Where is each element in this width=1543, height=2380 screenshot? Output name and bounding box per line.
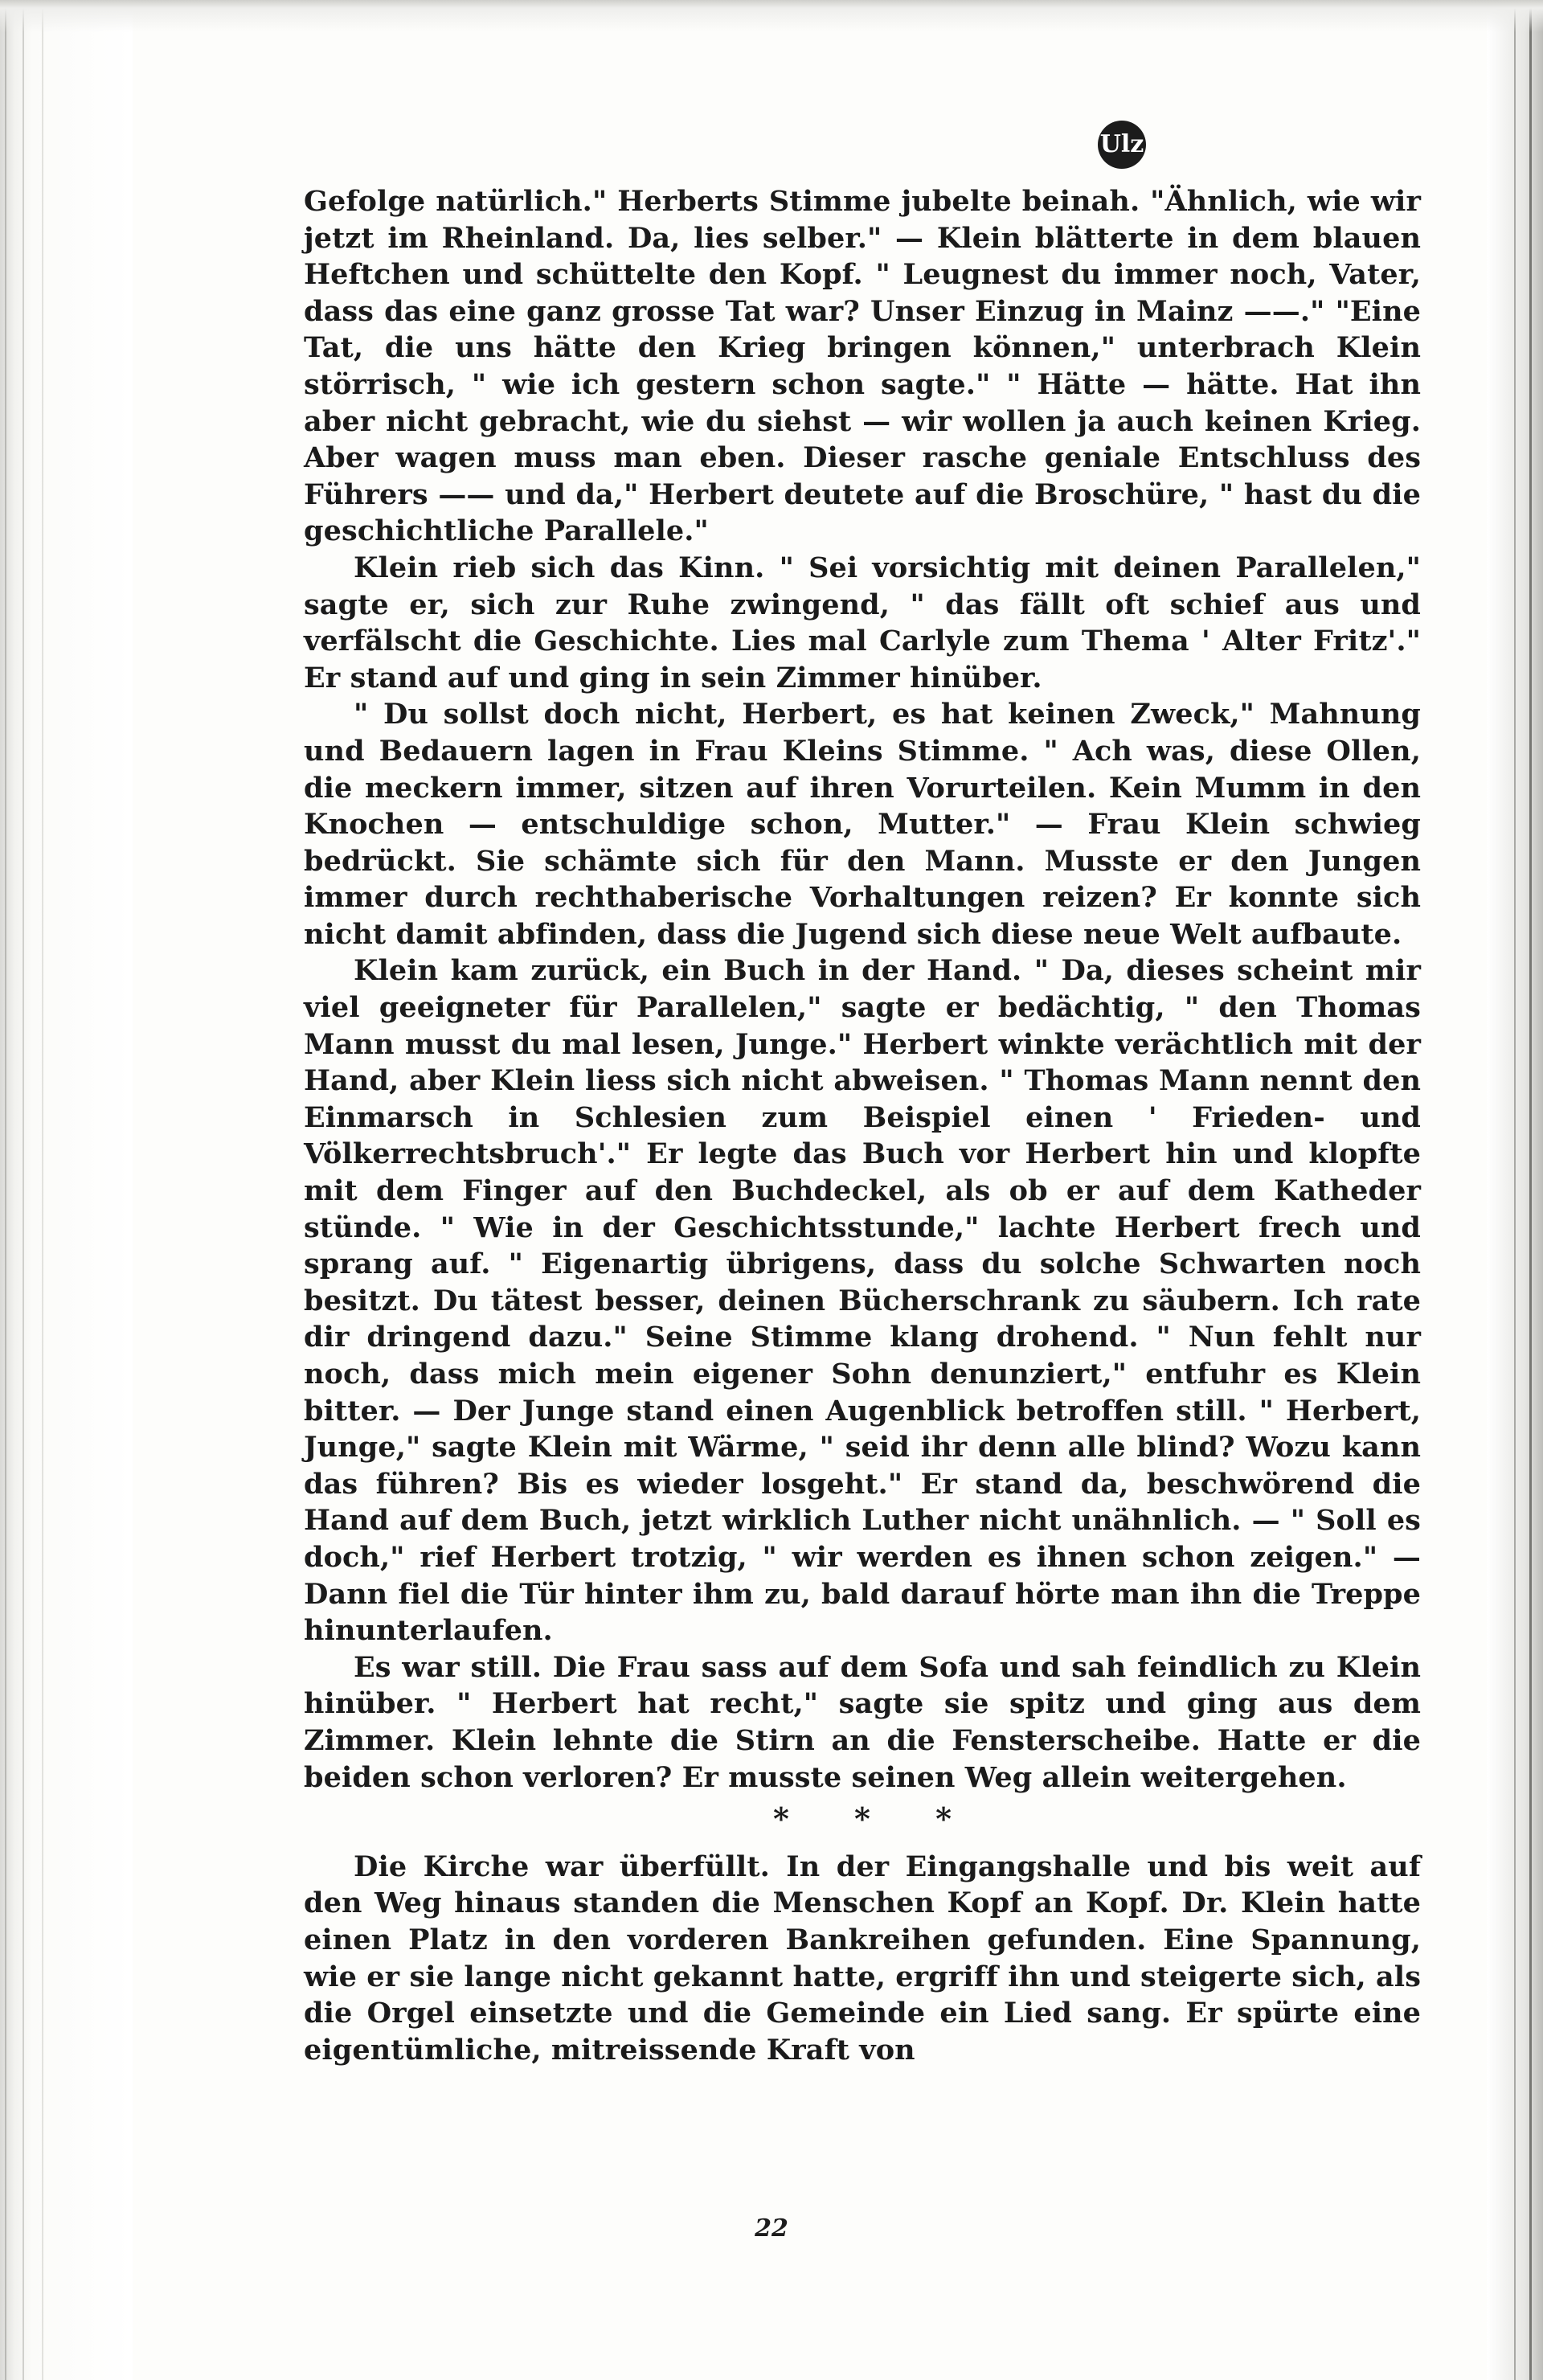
section-separator: * * * [772, 1800, 980, 1837]
paragraph: Gefolge natürlich." Herberts Stimme jubelte beinah. "Ähnlich, wie wir jetzt im Rheinland. Da, lies selber." — Klein blätterte in dem blauen Heftchen und schüttelte den Kopf. " Leugnest du immer noch, Vater, dass das eine ganz grosse Tat war? Unser Einzug in Mainz ——." "Eine Tat, die uns hätte den Krieg bringen können," unterbrach Klein störrisch, " wie ich gestern schon sagte." " Hätte — hätte. Hat ihn aber nicht gebracht, wie du siehst — wir wollen ja auch keinen Krieg. Aber wagen muss man eben. Dieser rasche geniale Entschluss des Führers —— und da," Herbert deutete auf die Broschüre, " hast du die geschichtliche Parallele." [304, 185, 1421, 548]
scan-right-edge [1487, 0, 1543, 2380]
paragraph: Klein kam zurück, ein Buch in der Hand. " Da, dieses scheint mir viel geeigneter für Parallelen," sagte er bedächtig, " den Thomas Mann musst du mal lesen, Junge." Herbert winkte verächtlich mit der Hand, aber Klein liess sich nicht abweisen. " Thomas Mann nennt den Einmarsch in Schlesien zum Beispiel einen ' Frieden- und Völkerrechtsbruch'." Er legte das Buch vor Herbert hin und klopfte mit dem Finger auf den Buchdeckel, als ob er auf dem Katheder stünde. " Wie in der Geschichtsstunde," lachte Herbert frech und sprang auf. " Eigenartig übrigens, dass du solche Schwarten noch besitzt. Du tätest besser, deinen Bücherschrank zu säubern. Ich rate dir dringend dazu." Seine Stimme klang drohend. " Nun fehlt nur noch, dass mich mein eigener Sohn denunziert," entfuhr es Klein bitter. — Der Junge stand einen Augenblick betroffen still. " Herbert, Junge," sagte Klein mit Wärme, " seid ihr denn alle blind? Wozu kann das führen? Bis es wieder losgeht." Er stand da, beschwörend die Hand auf dem Buch, jetzt wirklich Luther nicht unähnlich. — " Soll es doch," rief Herbert trotzig, " wir werden es ihnen schon zeigen." — Dann fiel die Tür hinter ihm zu, bald darauf hörte man ihn die Treppe hinunterlaufen. [304, 954, 1421, 1648]
paragraph: Klein rieb sich das Kinn. " Sei vorsichtig mit deinen Parallelen," sagte er, sich zur Ruhe zwingend, " das fällt oft schief aus und verfälscht die Geschichte. Lies mal Carlyle zum Thema ' Alter Fritz'." Er stand auf und ging in sein Zimmer hinüber. [304, 551, 1421, 694]
paragraph: " Du sollst doch nicht, Herbert, es hat keinen Zweck," Mahnung und Bedauern lagen in Frau Kleins Stimme. " Ach was, diese Ollen, die meckern immer, sitzen auf ihren Vorurteilen. Kein Mumm in den Knochen — entschuldige schon, Mutter." — Frau Klein schwieg bedrückt. Sie schämte sich für den Mann. Musste er den Jungen immer durch rechthaberische Vorhaltungen reizen? Er konnte sich nicht damit abfinden, dass die Jugend sich diese neue Welt aufbaute. [304, 698, 1421, 951]
scan-top-edge [0, 0, 1543, 32]
page-number: 22 [755, 2214, 788, 2243]
paragraph: Die Kirche war überfüllt. In der Eingangshalle und bis weit auf den Weg hinaus standen die Menschen Kopf an Kopf. Dr. Klein hatte einen Platz in den vorderen Bankreihen gefunden. Eine Spannung, wie er sie lange nicht gekannt hatte, ergriff ihn und steigerte sich, als die Orgel einsetzte und die Gemeinde ein Lied sang. Er spürte eine eigentümliche, mitreissende Kraft von [304, 1850, 1421, 2067]
running-header-mark: Ulz [1098, 121, 1146, 169]
scan-edge-line [1529, 0, 1532, 2380]
scan-left-edge [0, 0, 133, 2380]
body-text [304, 183, 1421, 2068]
scan-edge-line [5, 0, 6, 2380]
scan-edge-line [1514, 0, 1516, 2380]
scan-edge-line [42, 0, 43, 2380]
paragraph: Es war still. Die Frau sass auf dem Sofa und sah feindlich zu Klein hinüber. " Herbert hat recht," sagte sie spitz und ging aus dem Zimmer. Klein lehnte die Stirn an die Fensterscheibe. Hatte er die beiden schon verloren? Er musste seinen Weg allein weitergehen. [304, 1650, 1421, 1794]
scan-edge-line [23, 0, 24, 2380]
